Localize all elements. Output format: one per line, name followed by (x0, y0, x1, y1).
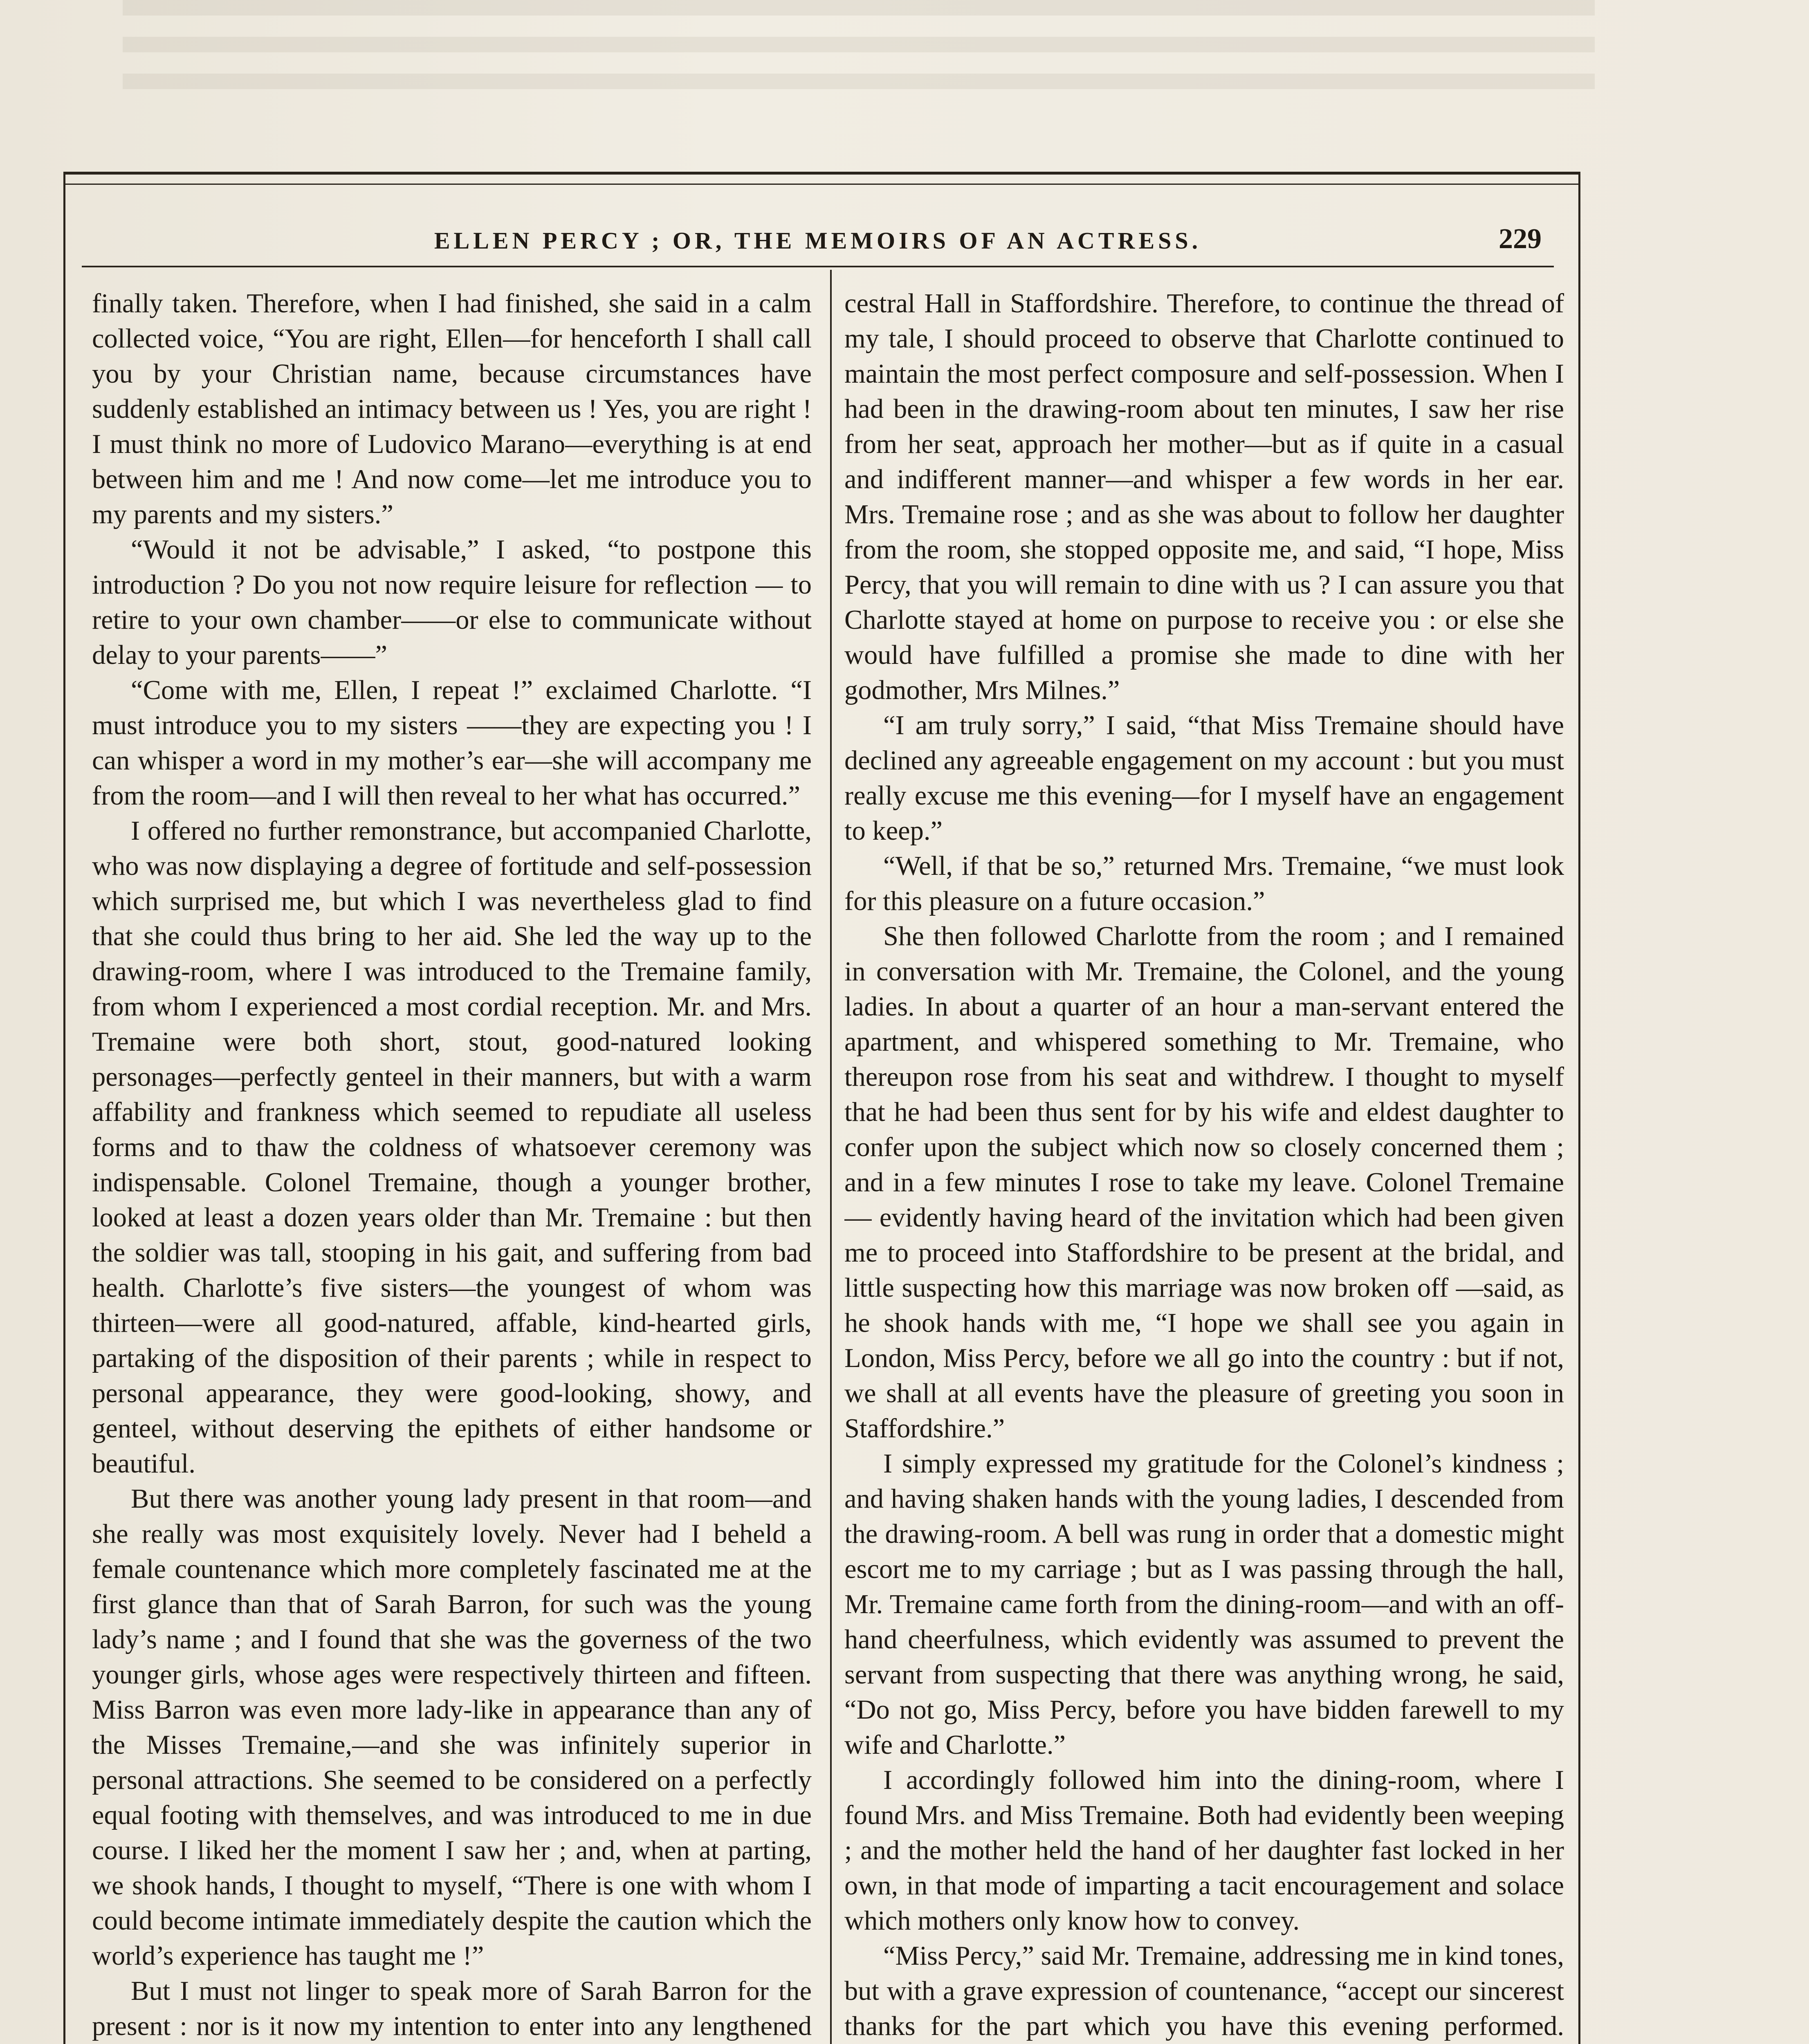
paragraph: She then followed Charlotte from the room ; and I remained in conversation with Mr. Tremaine, the Colonel, and the young ladies. In about a quarter of an hour a man-servant entered the apartment, and whispered something to Mr. Tremaine, who thereupon rose from his seat and withdrew. I thought to myself that he had been thus sent for by his wife and eldest daughter to confer upon the subject which now so closely concerned them ; and in a few minutes I rose to take my leave. Colonel Tremaine — evidently having heard of the invitation which had been given me to proceed into Staffordshire to be present at the bridal, and little suspecting how this marriage was now broken off —said, as he shook hands with me, “I hope we shall see you again in London, Miss Percy, before we all go into the country : but if not, we shall at all events have the pleasure of greeting you soon in Staffordshire.” (844, 921, 1564, 1443)
right-column (844, 286, 1564, 2044)
paragraph: “I am truly sorry,” I said, “that Miss Tremaine should have declined any agreeable engagement on my account : but you must really excuse me this evening—for I myself have an engagement to keep.” (844, 710, 1564, 846)
paragraph: “Well, if that be so,” returned Mrs. Tremaine, “we must look for this pleasure on a future occasion.” (844, 851, 1564, 916)
left-column (92, 286, 812, 2044)
paragraph: I accordingly followed him into the dining-room, where I found Mrs. and Miss Tremaine. Both had evidently been weeping ; and the mother held the hand of her daughter fast locked in her own, in that mode of imparting a tacit encouragement and solace which mothers only know how to convey. (844, 1765, 1564, 1936)
paragraph: cestral Hall in Staffordshire. Therefore, to continue the thread of my tale, I should proceed to observe that Charlotte continued to maintain the most perfect composure and self-possession. When I had been in the drawing-room about ten minutes, I saw her rise from her seat, approach her mother—but as if quite in a casual and indifferent manner—and whisper a few words in her ear. Mrs. Tremaine rose ; and as she was about to follow her daughter from the room, she stopped opposite me, and said, “I hope, Miss Percy, that you will remain to dine with us ? I can assure you that Charlotte stayed at home on purpose to receive you : or else she would have fulfilled a promise she made to dine with her godmother, Mrs Milnes.” (844, 289, 1564, 705)
paragraph: But I must not linger to speak more of Sarah Barron for the present : nor is it now my intention to enter into any lengthened (92, 1976, 812, 2041)
paragraph: I offered no further remonstrance, but accompanied Charlotte, who was now displaying a degree of fortitude and self-possession which surprised me, but which I was nevertheless glad to find that she could thus bring to her aid. She led the way up to the drawing-room, where I was introduced to the Tremaine family, from whom I experienced a most cordial reception. Mr. and Mrs. Tremaine were both short, stout, good-natured looking personages—perfectly genteel in their manners, but with a warm affability and frankness which seemed to repudiate all useless forms and to thaw the coldness of whatsoever ceremony was indispensable. Colonel Tremaine, though a younger brother, looked at least a dozen years older than Mr. Tremaine : but then the soldier was tall, stooping in his gait, and suffering from bad health. Charlotte’s five sisters—the youngest of whom was thirteen—were all good-natured, affable, kind-hearted girls, partaking of the disposition of their parents ; while in respect to personal appearance, they were good-looking, showy, and genteel, without deserving the epithets of either handsome or beautiful. (92, 816, 812, 1479)
column-divider (830, 270, 832, 2044)
running-head (82, 223, 1554, 268)
paragraph: “Miss Percy,” said Mr. Tremaine, addressing me in kind tones, but with a grave expression of countenance, “accept our sincerest thanks for the part which you have this evening performed. (844, 1941, 1564, 2041)
page-number: 229 (1499, 223, 1542, 255)
bleed-through-text (123, 0, 1595, 94)
paragraph: I simply expressed my gratitude for the Colonel’s kindness ; and having shaken hands with the young ladies, I descended from the drawing-room. A bell was rung in order that a domestic might escort me to my carriage ; but as I was passing through the hall, Mr. Tremaine came forth from the dining-room—and with an off-hand cheerfulness, which evidently was assumed to prevent the servant from suspecting that there was anything wrong, he said, “Do not go, Miss Percy, before you have bidden farewell to my wife and Charlotte.” (844, 1449, 1564, 1760)
paragraph: But there was another young lady present in that room—and she really was most exquisitely lovely. Never had I beheld a female countenance which more completely fascinated me at the first glance than that of Sarah Barron, for such was the young lady’s name ; and I found that she was the governess of the two younger girls, whose ages were respectively thirteen and fifteen. Miss Barron was even more lady-like in appearance than any of the Misses Tremaine,—and she was infinitely superior in personal attractions. She seemed to be considered on a perfectly equal footing with themselves, and was introduced to me in due course. I liked her the moment I saw her ; and, when at parting, we shook hands, I thought to myself, “There is one with whom I could become intimate immediately despite the caution which the world’s experience has taught me !” (92, 1484, 812, 1971)
header-rule (82, 266, 1554, 267)
paragraph: “Come with me, Ellen, I repeat !” exclaimed Charlotte. “I must introduce you to my sisters ——they are expecting you ! I can whisper a word in my mother’s ear—she will accompany me from the room—and I will then reveal to her what has occurred.” (92, 675, 812, 811)
paragraph: “Would it not be advisable,” I asked, “to postpone this introduction ? Do you not now require leisure for reflection — to retire to your own chamber——or else to communicate without delay to your parents——” (92, 535, 812, 670)
running-title: ELLEN PERCY ; OR, THE MEMOIRS OF AN ACTRESS. (434, 227, 1202, 254)
paragraph: finally taken. Therefore, when I had finished, she said in a calm collected voice, “You are right, Ellen—for henceforth I shall call you by your Christian name, because circumstances have suddenly established an intimacy between us ! Yes, you are right ! I must think no more of Ludovico Marano—everything is at end between him and me ! And now come—let me introduce you to my parents and my sisters.” (92, 289, 812, 529)
